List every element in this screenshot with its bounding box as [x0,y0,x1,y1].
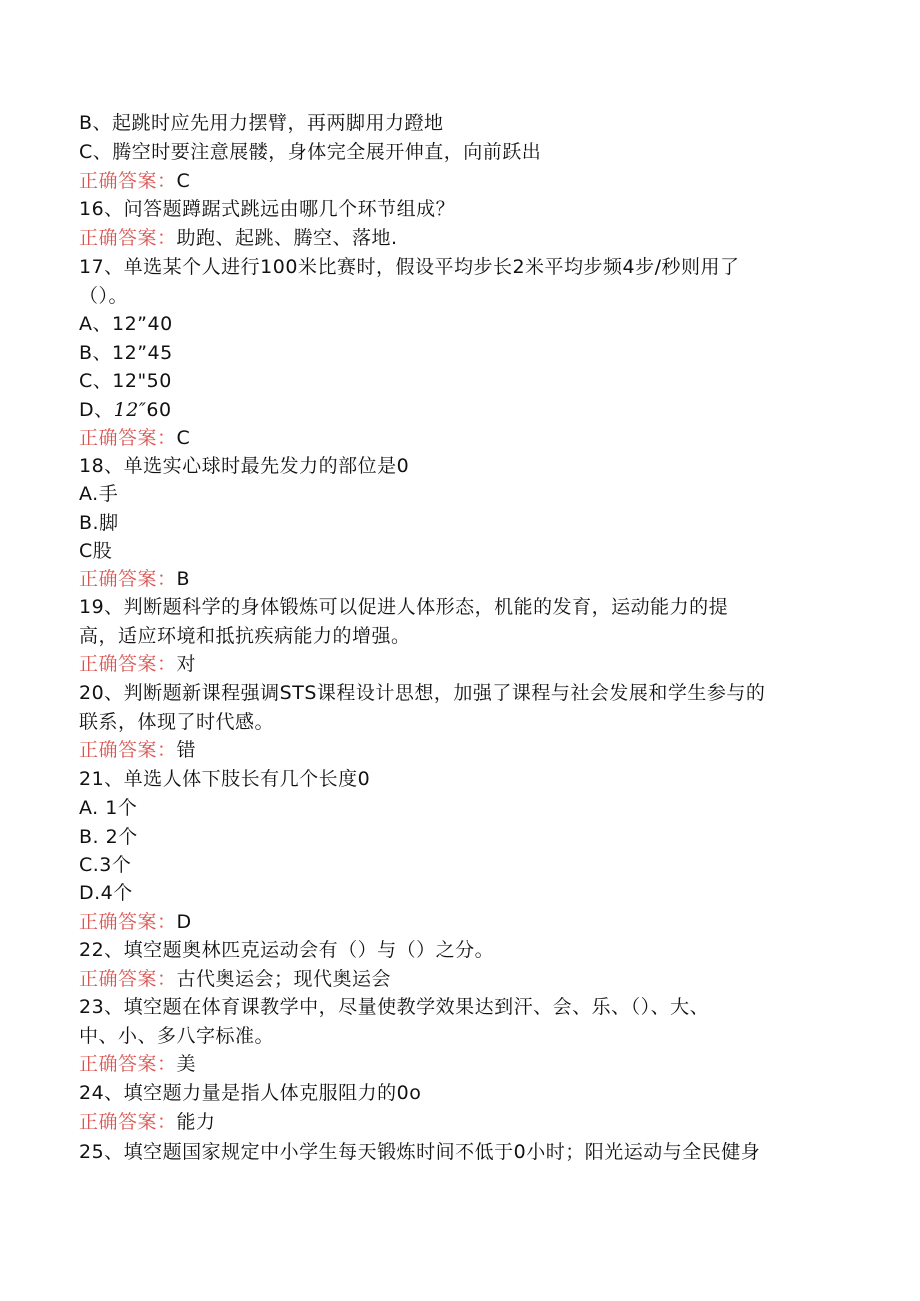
answer-label: 正确答案： [79,227,177,249]
question-line: 20、判断题新课程强调STS课程设计思想，加强了课程与社会发展和学生参与的 [79,682,766,704]
question-line: 18、单选实心球时最先发力的部位是0 [79,455,410,477]
answer-label: 正确答案： [79,739,177,761]
option-line: B.脚 [79,512,119,534]
answer-label: 正确答案： [79,1111,177,1133]
question-line-cont: 中、小、多八字标准。 [79,1025,275,1047]
option-line: A、12”40 [79,313,173,335]
answer-line [79,737,196,763]
option-line: C股 [79,540,113,562]
answer-line [79,566,190,592]
answer-label: 正确答案： [79,653,177,675]
answer-line [79,1109,216,1135]
answer-value: C [176,170,191,192]
option-italic-value: 12″ [113,399,147,421]
answer-value: 对 [176,653,197,675]
answer-value: 错 [176,739,197,761]
answer-line [79,168,190,194]
option-line: A.手 [79,483,119,505]
answer-value: C [176,427,191,449]
question-line: 16、问答题蹲踞式跳远由哪几个环节组成？ [79,198,456,220]
answer-line [79,1051,196,1077]
answer-label: 正确答案： [79,911,177,933]
question-line: 19、判断题科学的身体锻炼可以促进人体形态，机能的发育，运动能力的提 [79,596,729,618]
answer-value: B [176,568,191,590]
question-line-cont: （）。 [79,285,129,307]
answer-label: 正确答案： [79,1053,177,1075]
option-line: B. 2个 [79,826,138,848]
question-line: 21、单选人体下肢长有几个长度0 [79,768,371,790]
question-line: 23、填空题在体育课教学中，尽量使教学效果达到汗、会、乐、（）、大、 [79,996,710,1018]
answer-label: 正确答案： [79,968,177,990]
question-line: 24、填空题力量是指人体克服阻力的0o [79,1082,422,1104]
answer-value: 古代奥运会；现代奥运会 [176,968,392,990]
answer-value: 美 [176,1053,197,1075]
answer-label: 正确答案： [79,568,177,590]
question-line-cont: 联系，体现了时代感。 [79,711,275,733]
option-line [79,397,172,423]
option-prefix: D、 [79,399,114,421]
answer-line [79,425,190,451]
option-line: A. 1个 [79,797,138,819]
option-line: C.3个 [79,854,132,876]
answer-line [79,225,398,251]
question-line: 17、单选某个人进行100米比赛时，假设平均步长2米平均步频4步/秒则用了 [79,256,740,278]
option-line: C、12"50 [79,370,172,392]
question-line-cont: 高，适应环境和抵抗疾病能力的增强。 [79,625,411,647]
option-line: B、起跳时应先用力摆臂，再两脚用力蹬地 [79,112,444,134]
option-line: B、12”45 [79,342,173,364]
answer-line [79,966,391,992]
answer-value: D [176,911,192,933]
answer-line [79,651,196,677]
answer-label: 正确答案： [79,427,177,449]
answer-value: 能力 [176,1111,216,1133]
answer-line [79,909,192,935]
option-suffix: 60 [146,399,172,421]
option-line: C、腾空时要注意展髅，身体完全展开伸直，向前跃出 [79,141,542,163]
answer-label: 正确答案： [79,170,177,192]
option-line: D.4个 [79,882,133,904]
question-line: 25、填空题国家规定中小学生每天锻炼时间不低于0小时；阳光运动与全民健身 [79,1141,761,1163]
answer-value: 助跑、起跳、腾空、落地. [176,227,398,249]
question-line: 22、填空题奥林匹克运动会有（）与（）之分。 [79,939,495,961]
